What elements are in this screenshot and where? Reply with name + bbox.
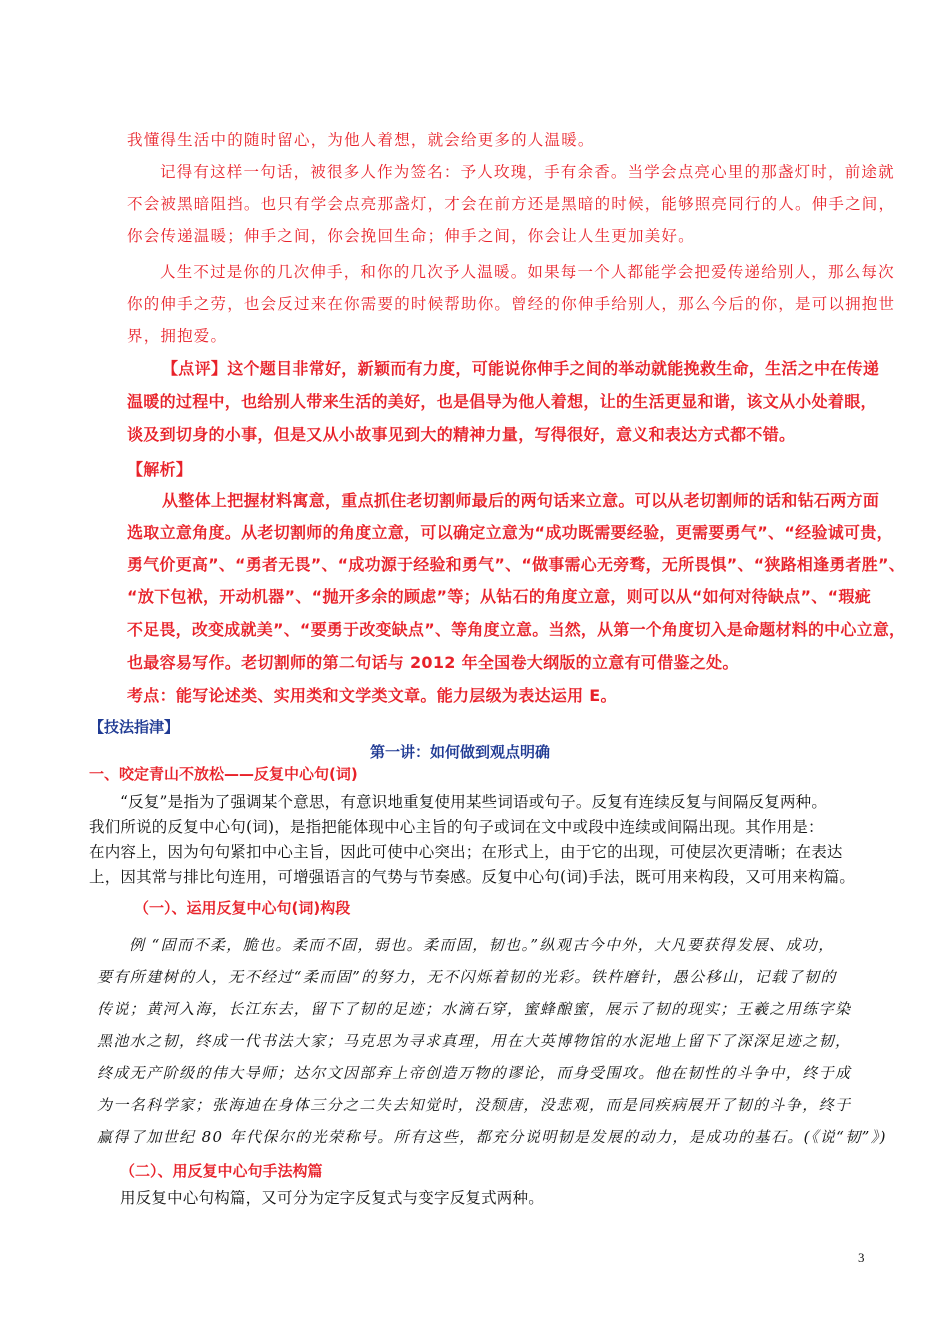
subsection-heading: （二）、用反复中心句手法构篇	[120, 1162, 323, 1180]
essay-line: 不会被黑暗阻挡。也只有学会点亮那盏灯，才会在前方还是黑暗的时候，能够照亮同行的人。伸手之间，	[127, 195, 896, 213]
analysis-line: 从整体上把握材料寓意，重点抓住老切割师最后的两句话来立意。可以从老切割师的话和钻石两方面	[162, 491, 880, 510]
intro-line: 在内容上，因为句句紧扣中心主旨，因此可使中心突出；在形式上，由于它的出现，可使层次更清晰；在表达	[89, 843, 843, 861]
essay-line: 人生不过是你的几次伸手，和你的几次予人温暖。如果每一个人都能学会把爱传递给别人，那么每次	[160, 263, 895, 281]
essay-line: 你会传递温暖；伸手之间，你会挽回生命；伸手之间，你会让人生更加美好。	[127, 227, 695, 245]
example-line: 例 “固而不柔，脆也。柔而不固，弱也。柔而固，韧也。”纵观古今中外，大凡要获得发展、成功，	[129, 936, 835, 954]
example-line: 要有所建树的人，无不经过“柔而固”的努力，无不闪烁着韧的光彩。铁杵磨针，愚公移山，记载了韧的	[97, 968, 837, 986]
lecture-title: 第一讲：如何做到观点明确	[370, 743, 551, 761]
analysis-line: “放下包袱，开动机器”、“抛开多余的顾虑”等；从钻石的角度立意，则可以从“如何对待缺点”、“瑕疵	[127, 587, 872, 606]
section-heading: 一、咬定青山不放松——反复中心句(词)	[89, 765, 358, 783]
intro-line: 上，因其常与排比句连用，可增强语言的气势与节奏感。反复中心句(词)手法，既可用来构段，又可用来构篇。	[89, 868, 856, 886]
essay-line: 你的伸手之劳，也会反过来在你需要的时候帮助你。曾经的你伸手给别人，那么今后的你，是可以拥抱世	[127, 295, 896, 313]
final-line: 用反复中心句构篇，又可分为定字反复式与变字反复式两种。	[120, 1189, 544, 1207]
analysis-exam-point: 考点：能写论述类、实用类和文学类文章。能力层级为表达运用 E。	[127, 686, 617, 705]
intro-line: 我们所说的反复中心句(词)，是指把能体现中心主旨的句子或词在文中或段中连续或间隔出现。其作用是：	[89, 818, 824, 836]
example-line: 终成无产阶级的伟大导师；达尔文因部弃上帝创造万物的谬论，而身受围攻。他在韧性的斗争中，终于成	[97, 1064, 852, 1082]
essay-line: 界，拥抱爱。	[127, 327, 228, 345]
example-line: 黑池水之韧，终成一代书法大家；马克思为寻求真理，用在大英博物馆的水泥地上留下了深深足迹之韧，	[97, 1032, 852, 1050]
analysis-line: 选取立意角度。从老切割师的角度立意，可以确定立意为“成功既需要经验，更需要勇气”、“经验诚可贵，	[127, 523, 893, 542]
example-line: 传说；黄河入海，长江东去，留下了韧的足迹；水滴石穿，蜜蜂酿蜜，展示了韧的现实；王羲之用练字染	[97, 1000, 852, 1018]
analysis-line: 也最容易写作。老切割师的第二句话与 2012 年全国卷大纲版的立意有可借鉴之处。	[127, 653, 739, 672]
comment-line: 温暖的过程中，也给别人带来生活的美好，也是倡导为他人着想，让的生活更显和谐，该文从小处着眼，	[127, 392, 877, 411]
analysis-line: 勇气价更高”、“勇者无畏”、“成功源于经验和勇气”、“做事需心无旁骛，无所畏惧”、“狭路相逢勇者胜”、	[127, 555, 905, 574]
analysis-line: 不足畏，改变成就美”、“要勇于改变缺点”、等角度立意。当然，从第一个角度切入是命题材料的中心立意，	[127, 620, 906, 639]
essay-line: 记得有这样一句话，被很多人作为签名：予人玫瑰，手有余香。当学会点亮心里的那盏灯时，前途就	[160, 163, 895, 181]
comment-line: 【点评】这个题目非常好，新颖而有力度，可能说你伸手之间的举动就能挽救生命，生活之中在传递	[162, 359, 880, 378]
analysis-heading: 【解析】	[127, 460, 193, 479]
comment-line: 谈及到切身的小事，但是又从小故事见到大的精神力量，写得很好，意义和表达方式都不错。	[127, 425, 796, 444]
example-line: 赢得了加世纪 80 年代保尔的光荣称号。所有这些，都充分说明韧是发展的动力，是成功的基石。(《说“韧”》)	[97, 1128, 887, 1146]
page-number: 3	[858, 1250, 865, 1265]
tips-heading: 【技法指津】	[89, 718, 180, 736]
subsection-heading: （一）、运用反复中心句(词)构段	[134, 899, 351, 917]
example-line: 为一名科学家；张海迪在身体三分之二失去知觉时，没颓唐，没悲观，而是同疾病展开了韧的斗争，终于	[97, 1096, 852, 1114]
intro-line: “反复”是指为了强调某个意思，有意识地重复使用某些词语或句子。反复有连续反复与间隔反复两种。	[120, 793, 828, 811]
essay-line: 我懂得生活中的随时留心，为他人着想，就会给更多的人温暖。	[127, 131, 595, 149]
